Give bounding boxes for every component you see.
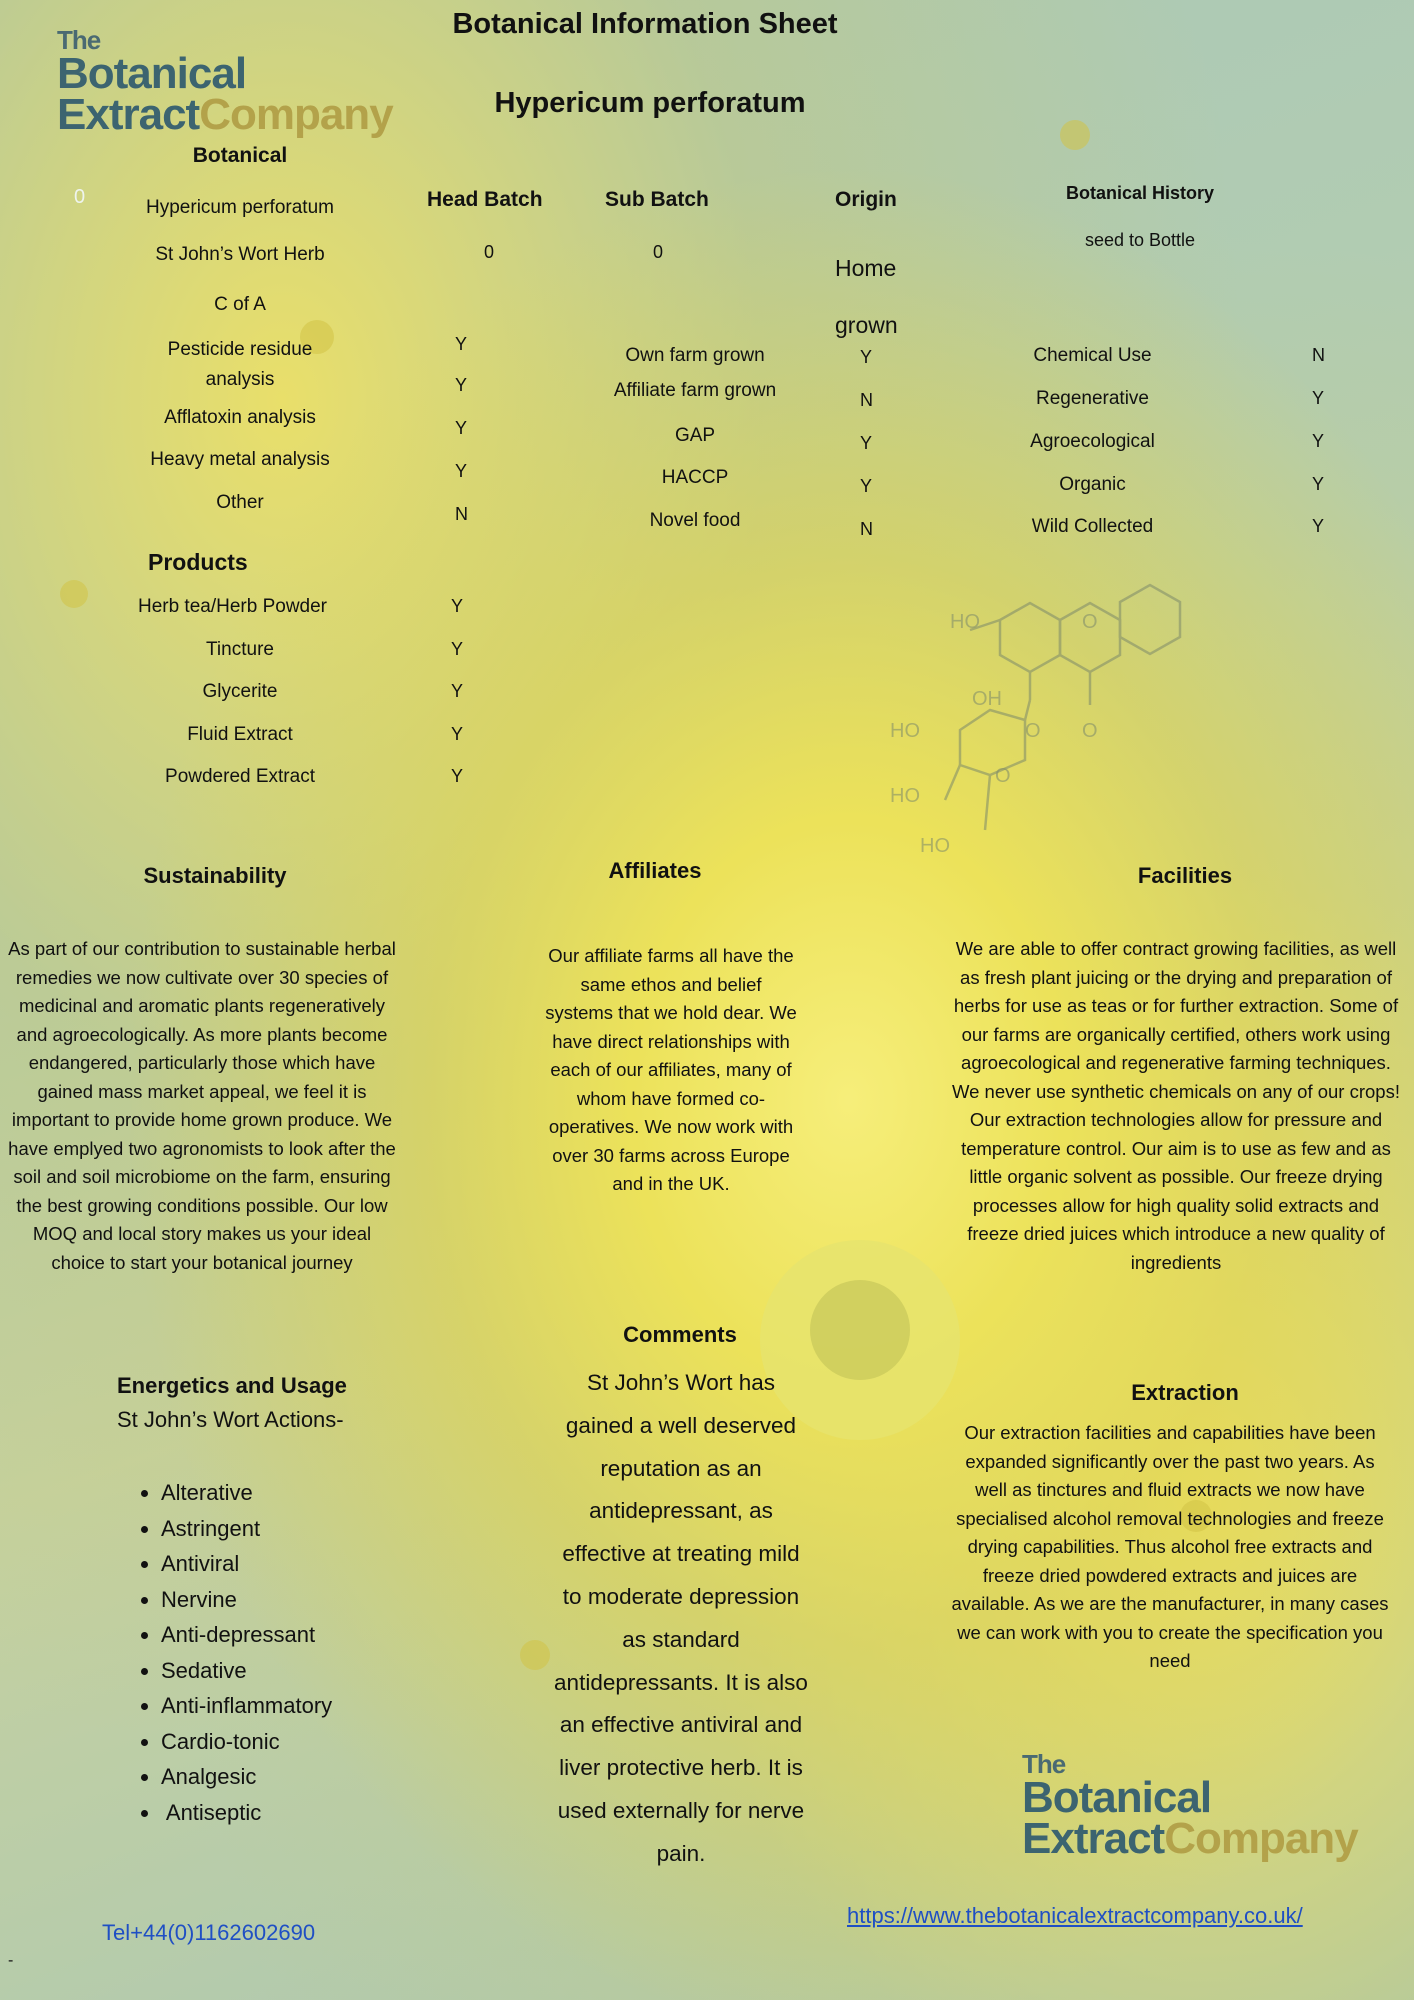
molecule-label: OH [972,688,1002,710]
website-link[interactable]: https://www.thebotanicalextractcompany.co.uk/ [847,1903,1303,1928]
extraction-heading: Extraction [1131,1380,1239,1405]
product-label: Herb tea/Herb Powder [137,596,328,617]
history-value: N [1312,345,1325,365]
farming-value: Y [860,347,873,367]
farming-value: N [860,519,873,539]
analysis-label: Afflatoxin analysis [164,407,316,428]
action-item: • Nervine [161,1582,332,1618]
analysis-value: Y [455,461,468,481]
sub-batch-label: Sub Batch [605,188,709,211]
molecule-label: O [1025,720,1041,742]
head-batch-label: Head Batch [427,188,543,211]
history-value: Y [1312,388,1325,408]
facilities-heading: Facilities [1137,863,1233,888]
affiliates-heading: Affiliates [608,858,702,883]
product-value: Y [451,681,464,701]
company-logo-footer: The Botanical ExtractCompany [1022,1749,1358,1864]
action-item: • Astringent [161,1511,332,1547]
analysis-value: Y [455,334,468,354]
history-label: Wild Collected [1031,516,1154,537]
extraction-text: Our extraction facilities and capabilities have been expanded significantly over the past two years. As well as tinctures and fluid extracts we now have specialised alcohol removal technologies and freeze drying capabilities. Thus alcohol free extracts and freeze dried powdered extracts and juices are available. As we are the manufacturer, in many cases we can work with you to create the specification you need [951,1422,1389,1671]
molecule-label: HO [920,835,950,857]
farming-value: Y [860,433,873,453]
head-batch-value: 0 [484,242,495,262]
farming-label: Own farm grown [625,345,765,366]
action-item: • Antiseptic [161,1795,332,1831]
analysis-value: Y [455,418,468,438]
product-label: Tincture [206,639,274,660]
zero-label: 0 [74,186,86,208]
action-item: • Analgesic [161,1759,332,1795]
product-label: Powdered Extract [165,766,315,787]
history-label: Agroecological [1030,431,1155,452]
molecule-label: O [1082,611,1098,633]
botanical-name-heading: Hypericum perforatum [494,87,806,119]
footer-dash: - [8,1952,14,1969]
sustainability-text: As part of our contribution to sustainable herbal remedies we now cultivate over 30 species of medicinal and aromatic plants regeneratively and agroecologically. As more plants become endangered, particularly those which have gained mass market appeal, we feel it is important to provide home grown produce. We have emplyed two agronomists to look after the soil and soil microbiome on the farm, ensuring the best growing conditions possible. Our low MOQ and local story makes us your ideal choice to start your botanical journey [8,938,396,1273]
sub-batch-value: 0 [653,242,664,262]
history-value: Y [1312,431,1325,451]
origin-label: Origin [835,188,897,211]
affiliates-text: Our affiliate farms all have the same ethos and belief systems that we hold dear. We have direct relationships with each of our affiliates, many of whom have formed co-operatives. We now work with over 30 farms across Europe and in the UK. [545,945,797,1194]
farming-value: Y [860,476,873,496]
products-heading: Products [148,549,248,575]
sustainability-heading: Sustainability [143,863,287,888]
phone-link[interactable]: Tel+44(0)1162602690 [102,1920,316,1945]
botanical-heading: Botanical [192,144,288,167]
molecule-label: HO [950,611,980,633]
botanical-latin-name: Hypericum perforatum [146,197,334,218]
molecule-label: HO [890,785,920,807]
farming-label: GAP [674,425,716,446]
farming-label: Novel food [649,510,741,531]
analysis-value: N [455,504,468,524]
molecule-label: O [995,765,1011,787]
page-title: Botanical Information Sheet [452,8,838,40]
molecule-label: O [1082,720,1098,742]
farming-label: Affiliate farm grown [613,380,777,401]
origin-value: Home grown [835,255,898,338]
history-label: Chemical Use [1033,345,1152,366]
product-value: Y [451,639,464,659]
energetics-subtitle: St John’s Wort Actions- [117,1407,344,1432]
history-value: Y [1312,474,1325,494]
action-item: • Anti-inflammatory [161,1688,332,1724]
product-label: Fluid Extract [187,724,293,745]
company-logo: The Botanical ExtractCompany [57,25,393,140]
comments-heading: Comments [623,1322,737,1347]
history-label: Organic [1059,474,1126,495]
facilities-text: We are able to offer contract growing facilities, as well as fresh plant juicing or the drying and preparation of herbs for use as teas or for further extraction. Some of our farms are organically certified, others work using agroecological and regenerative farming techniques. We never use synthetic chemicals on any of our crops! Our extraction technologies allow for pressure and temperature control. Our aim is to use as few and as little organic solvent as possible. Our freeze drying processes allow for high quality solid extracts and freeze dried juices which introduce a new quality of ingredients [952,938,1400,1273]
product-value: Y [451,596,464,616]
analysis-label: Heavy metal analysis [150,449,330,470]
botanical-history-heading: Botanical History [1065,183,1215,203]
analysis-label: Other [216,492,264,513]
energetics-heading: Energetics and Usage [117,1373,347,1398]
product-value: Y [451,724,464,744]
action-item: • Cardio-tonic [161,1724,332,1760]
actions-list [126,1475,332,1830]
molecule-label: HO [890,720,920,742]
action-item: • Sedative [161,1653,332,1689]
analysis-label: Pesticide residue analysis [167,339,313,390]
botanical-history-subtitle: seed to Bottle [1084,230,1196,250]
farming-value: N [860,390,873,410]
history-value: Y [1312,516,1325,536]
action-item: • Alterative [161,1475,332,1511]
action-item: • Antiviral [161,1546,332,1582]
analysis-value: Y [455,375,468,395]
molecule-structure [880,570,1230,860]
farming-label: HACCP [661,467,729,488]
product-value: Y [451,766,464,786]
action-item: • Anti-depressant [161,1617,332,1653]
botanical-common-name: St John’s Wort Herb [155,244,325,265]
history-label: Regenerative [1035,388,1150,409]
coa-label: C of A [214,294,266,315]
product-label: Glycerite [202,681,278,702]
comments-text: St John’s Wort has gained a well deserved reputation as an antidepressant, as effective at treating mild to moderate depression as standard antidepressants. It is also an effective antiviral and liver protective herb. It is used externally for nerve pain. [554,1370,808,1866]
